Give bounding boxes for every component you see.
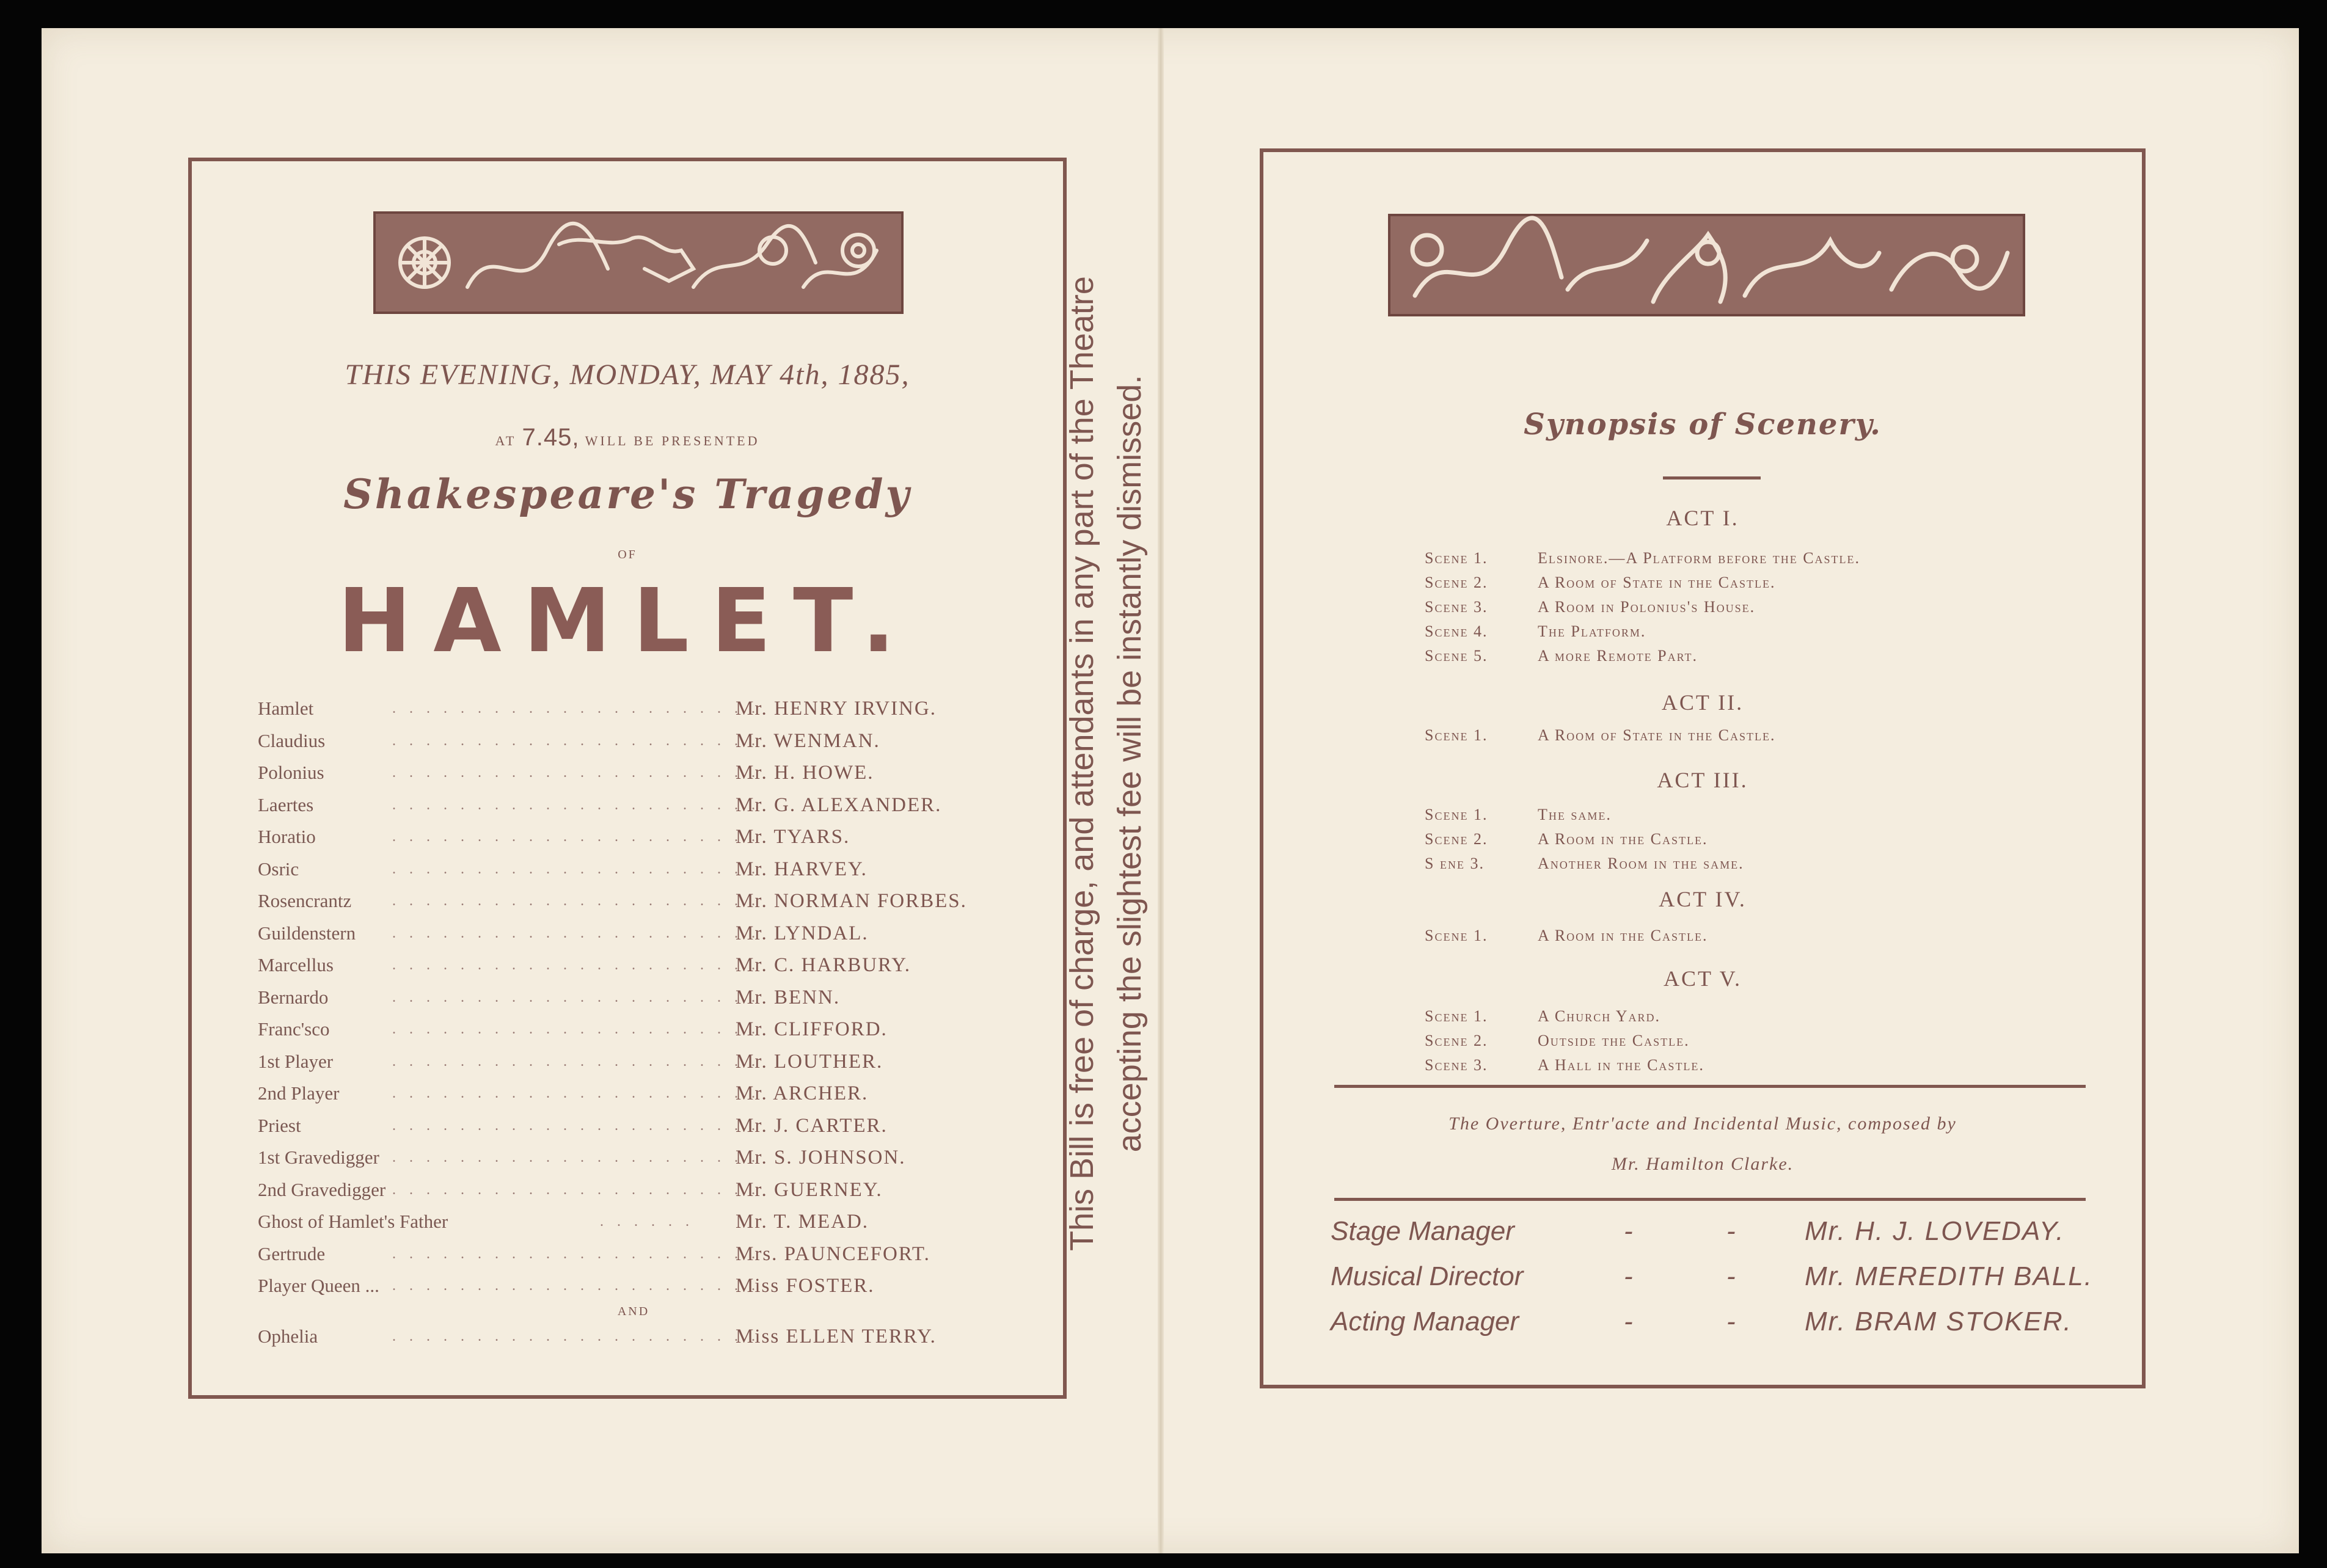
act-heading: ACT II. (1661, 690, 1744, 715)
cast-role: Marcellus (258, 954, 334, 975)
cast-role: Ophelia (258, 1325, 318, 1347)
leader-dots: ...................... (392, 732, 769, 749)
scene-line (1425, 574, 1776, 592)
scene-place: The Platform. (1538, 622, 1646, 640)
free-bill-notice (1058, 153, 1153, 1374)
cast-actor: Mr. CLIFFORD. (736, 1018, 888, 1040)
cast-row (258, 1013, 1009, 1046)
staff-dash: - (1624, 1307, 1633, 1336)
cast-role: 2nd Gravedigger (258, 1178, 386, 1200)
cast-row (258, 885, 1009, 917)
scene-place: Outside the Castle. (1538, 1032, 1690, 1049)
cast-actor: Mr. J. CARTER. (736, 1114, 888, 1137)
notice-line-1: This Bill is free of charge, and attendants in any part of the Theatre (1064, 276, 1100, 1251)
leader-dots: ...................... (392, 1117, 769, 1134)
scene-line (1425, 726, 1776, 745)
performance-time: 7.45, (522, 424, 580, 451)
scene-number: Scene 3. (1425, 598, 1488, 616)
griffin-ornament-icon (1390, 216, 2023, 314)
scene-number: Scene 1. (1425, 549, 1488, 567)
scene-place: A Room in the Castle. (1538, 830, 1708, 848)
cast-row (258, 693, 1009, 725)
scene-line (1425, 1056, 1704, 1074)
scene-line (1425, 1007, 1660, 1026)
cast-role: Polonius (258, 762, 324, 783)
cast-row (258, 757, 1009, 789)
scene-place: Another Room in the same. (1538, 855, 1744, 872)
scene-line (1425, 647, 1698, 665)
cast-actor: Mr. HENRY IRVING. (736, 698, 937, 720)
leader-dots: ...................... (392, 989, 769, 1005)
cast-row (258, 917, 1009, 950)
staff-dash: - (1624, 1261, 1633, 1291)
cast-page-frame (188, 158, 1067, 1399)
cast-actor: Mrs. PAUNCEFORT. (736, 1242, 930, 1265)
cast-role: Bernardo (258, 986, 329, 1008)
cast-role: Claudius (258, 729, 326, 751)
scene-number: Scene 1. (1425, 927, 1488, 944)
leader-dots: ...................... (392, 701, 769, 717)
cast-actor: Mr. BENN. (736, 986, 841, 1008)
scene-number: Scene 2. (1425, 830, 1488, 848)
leader-dots: ...................... (392, 1328, 769, 1344)
scene-place: A Church Yard. (1538, 1007, 1661, 1025)
scene-line (1425, 622, 1646, 641)
scene-number: Scene 1. (1425, 806, 1488, 823)
cast-role: 1st Gravedigger (258, 1147, 379, 1168)
cast-role: Hamlet (258, 698, 314, 719)
cast-row (258, 725, 1009, 757)
leader-dots: ...................... (392, 765, 769, 781)
scene-number: Scene 2. (1425, 574, 1488, 591)
scene-number: Scene 2. (1425, 1032, 1488, 1049)
scene-line (1425, 1032, 1690, 1050)
cast-row (258, 1046, 1009, 1078)
griffin-ornament-banner (1388, 214, 2025, 316)
leader-dots: ...................... (392, 957, 769, 973)
and-separator: AND (617, 1304, 650, 1318)
staff-row (1331, 1216, 2113, 1260)
leader-dots: ...................... (392, 893, 769, 909)
notice-line-2: accepting the slightest fee will be instantly dismissed. (1111, 374, 1148, 1153)
synopsis-title: Synopsis of Scenery. (1524, 407, 1882, 442)
scene-number: Scene 5. (1425, 647, 1488, 665)
staff-name: Mr. BRAM STOKER. (1805, 1307, 2072, 1336)
cast-row (258, 1206, 1009, 1238)
staff-row (1331, 1307, 2113, 1351)
cast-actor: Mr. G. ALEXANDER. (736, 793, 942, 816)
scene-line (1425, 549, 1860, 567)
act-heading: ACT III. (1657, 768, 1748, 792)
cast-actor: Mr. WENMAN. (736, 729, 880, 752)
scene-place: A more Remote Part. (1538, 647, 1698, 665)
center-fold (1158, 28, 1164, 1553)
cast-role: Guildenstern (258, 922, 356, 944)
cast-role: Priest (258, 1114, 301, 1136)
cast-row (258, 1238, 1009, 1271)
play-title: HAMLET. (337, 569, 918, 672)
cast-role: Gertrude (258, 1242, 326, 1264)
performance-time-line (192, 424, 1063, 451)
floral-ornament-banner (373, 211, 904, 314)
leader-dots: ...................... (392, 1278, 769, 1294)
scene-place: A Room in the Castle. (1538, 927, 1708, 944)
scene-place: A Hall in the Castle. (1538, 1056, 1704, 1074)
cast-row (258, 1110, 1009, 1142)
staff-name: Mr. MEREDITH BALL. (1805, 1261, 2093, 1291)
scene-place: The same. (1538, 806, 1612, 823)
music-credit-line-2: Mr. Hamilton Clarke. (1611, 1154, 1794, 1174)
act-heading: ACT IV. (1659, 887, 1747, 911)
cast-actor: Miss ELLEN TERRY. (736, 1325, 937, 1347)
leader-dots: ...................... (392, 861, 769, 877)
cast-role: Franc'sco (258, 1018, 330, 1040)
leader-dots: ...................... (392, 1245, 769, 1262)
cast-role: 2nd Player (258, 1082, 340, 1104)
cast-row (258, 1174, 1009, 1206)
cast-actor: Mr. LYNDAL. (736, 922, 869, 944)
cast-row (258, 1321, 1009, 1353)
staff-name: Mr. H. J. LOVEDAY. (1805, 1216, 2065, 1246)
cast-actor: Mr. T. MEAD. (736, 1211, 869, 1233)
leader-dots: ...................... (392, 829, 769, 845)
scene-line (1425, 598, 1755, 616)
act-heading: ACT V. (1663, 966, 1742, 991)
title-rule (1663, 476, 1761, 480)
leader-dots: ...................... (392, 1021, 769, 1037)
cast-actor: Mr. H. HOWE. (736, 762, 874, 784)
cast-actor: Mr. HARVEY. (736, 858, 868, 880)
cast-actor: Mr. LOUTHER. (736, 1050, 883, 1073)
leader-dots: ...................... (392, 1181, 769, 1198)
leader-dots: ...................... (392, 1053, 769, 1070)
cast-row (258, 1270, 1009, 1302)
cast-row (258, 949, 1009, 982)
scene-number: Scene 4. (1425, 622, 1488, 640)
staff-dash: - (1726, 1261, 1736, 1291)
cast-actor: Mr. GUERNEY. (736, 1178, 883, 1201)
cast-row (258, 982, 1009, 1014)
cast-role: Laertes (258, 793, 314, 815)
staff-dash: - (1624, 1216, 1633, 1246)
scene-place: Elsinore.—A Platform before the Castle. (1538, 549, 1861, 567)
scene-line (1425, 855, 1744, 873)
staff-role: Acting Manager (1331, 1307, 1519, 1336)
leader-dots: ...................... (392, 925, 769, 941)
leader-dots: ...................... (392, 1150, 769, 1165)
section-rule (1334, 1085, 2086, 1088)
staff-role: Stage Manager (1331, 1216, 1514, 1246)
cast-row (258, 821, 1009, 853)
scenery-page-frame (1260, 148, 2146, 1388)
music-credit-line-1: The Overture, Entr'acte and Incidental Music, composed by (1448, 1114, 1957, 1134)
cast-role: Rosencrantz (258, 890, 352, 911)
scene-line (1425, 927, 1708, 945)
staff-row (1331, 1261, 2113, 1305)
play-subtitle: Shakespeare's Tragedy (343, 470, 911, 518)
cast-role: 1st Player (258, 1050, 334, 1072)
cast-list (258, 693, 1009, 1352)
cast-row (258, 1142, 1009, 1174)
leader-dots: ...................... (392, 797, 769, 813)
performance-date: THIS EVENING, MONDAY, MAY 4th, 1885, (345, 359, 910, 391)
cast-role: Ghost of Hamlet's Father (258, 1211, 448, 1232)
leader-dots: ...... (600, 1214, 703, 1230)
cast-row (258, 789, 1009, 822)
scene-number: Scene 1. (1425, 726, 1488, 744)
section-rule (1334, 1198, 2086, 1201)
staff-dash: - (1726, 1216, 1736, 1246)
presented-at: AT (495, 433, 516, 448)
cast-actor: Mr. TYARS. (736, 826, 850, 848)
presented-rest: WILL BE PRESENTED (585, 433, 760, 448)
cast-row (258, 1078, 1009, 1110)
staff-dash: - (1726, 1307, 1736, 1336)
staff-role: Musical Director (1331, 1261, 1524, 1291)
act-heading: ACT I. (1666, 506, 1739, 530)
cast-row (258, 853, 1009, 886)
scene-line (1425, 830, 1708, 848)
cast-role: Osric (258, 858, 299, 880)
scene-line (1425, 806, 1612, 824)
leader-dots: ...................... (392, 1085, 769, 1101)
cast-actor: Mr. C. HARBURY. (736, 954, 911, 976)
floral-ornament-icon (376, 214, 901, 312)
cast-actor: Miss FOSTER. (736, 1275, 875, 1297)
scene-number: Scene 3. (1425, 1056, 1488, 1074)
cast-role: Horatio (258, 826, 316, 847)
scene-place: A Room in Polonius's House. (1538, 598, 1756, 616)
cast-role: Player Queen ... (258, 1275, 379, 1296)
cast-actor: Mr. S. JOHNSON. (736, 1147, 906, 1169)
scene-place: A Room of State in the Castle. (1538, 574, 1776, 591)
cast-actor: Mr. NORMAN FORBES. (736, 890, 967, 912)
of-label: OF (618, 548, 637, 561)
cast-actor: Mr. ARCHER. (736, 1082, 869, 1104)
scene-number: Scene 1. (1425, 1007, 1488, 1025)
scene-number: S ene 3. (1425, 855, 1485, 872)
scene-place: A Room of State in the Castle. (1538, 726, 1776, 744)
